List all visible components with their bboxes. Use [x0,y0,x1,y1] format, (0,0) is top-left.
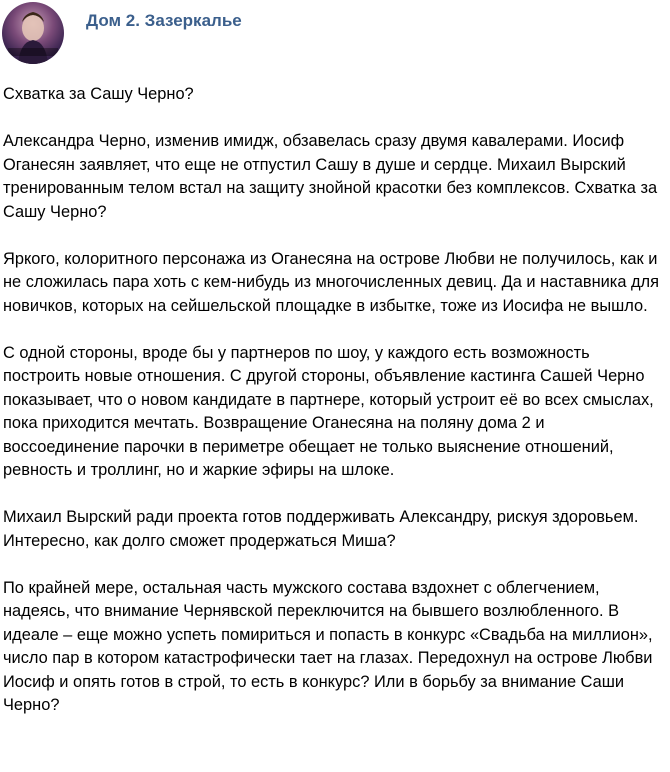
post-paragraph: С одной стороны, вроде бы у партнеров по шоу, у каждого есть возможность построить новые отношения. С другой стороны, объявление кастинга Сашей Черно показывает, что о новом кандидате в партнере, который устроит её во всех смыслах, пока приходится мечтать. Возвращение Оганесяна на поляну дома 2 и воссоединение парочки в периметре обещает не только выяснение отношений, ревность и троллинг, но и жаркие эфиры на шлоке. [3,343,654,479]
avatar-image [2,2,64,64]
channel-name-link[interactable]: Дом 2. Зазеркалье [86,11,242,30]
post-paragraph: По крайней мере, остальная часть мужского состава вздохнет с облегчением, надеясь, что внимание Чернявской переключится на бывшего возлюбленного. В идеале – еще можно успеть помириться и попасть в конкурс «Свадьба на миллион», число пар в котором катастрофически тает на глазах. Передохнул на острове Любви Иосиф и опять готов в строй, то есть в конкурс? Или в борьбу за внимание Саши Черно? [3,578,653,714]
post-header [0,0,670,68]
channel-avatar[interactable] [2,2,64,64]
post-body [0,83,670,718]
post-title: Схватка за Сашу Черно? [3,85,194,103]
post-paragraph: Александра Черно, изменив имидж, обзавелась сразу двумя кавалерами. Иосиф Оганесян заявляет, что еще не отпустил Сашу в душе и сердце. Михаил Вырский тренированным телом встал на защиту знойной красотки без комплексов. Схватка за Сашу Черно? [3,132,658,221]
post-paragraph: Михаил Вырский ради проекта готов поддерживать Александру, рискуя здоровьем. Интересно, как долго сможет продержаться Миша? [3,508,639,550]
post-paragraph: Яркого, колоритного персонажа из Оганесяна на острове Любви не получилось, как и не сложилась пара хоть с кем-нибудь из многочисленных девиц. Да и наставника для новичков, которых на сейшельской площадке в избытке, тоже из Иосифа не вышло. [3,249,659,315]
